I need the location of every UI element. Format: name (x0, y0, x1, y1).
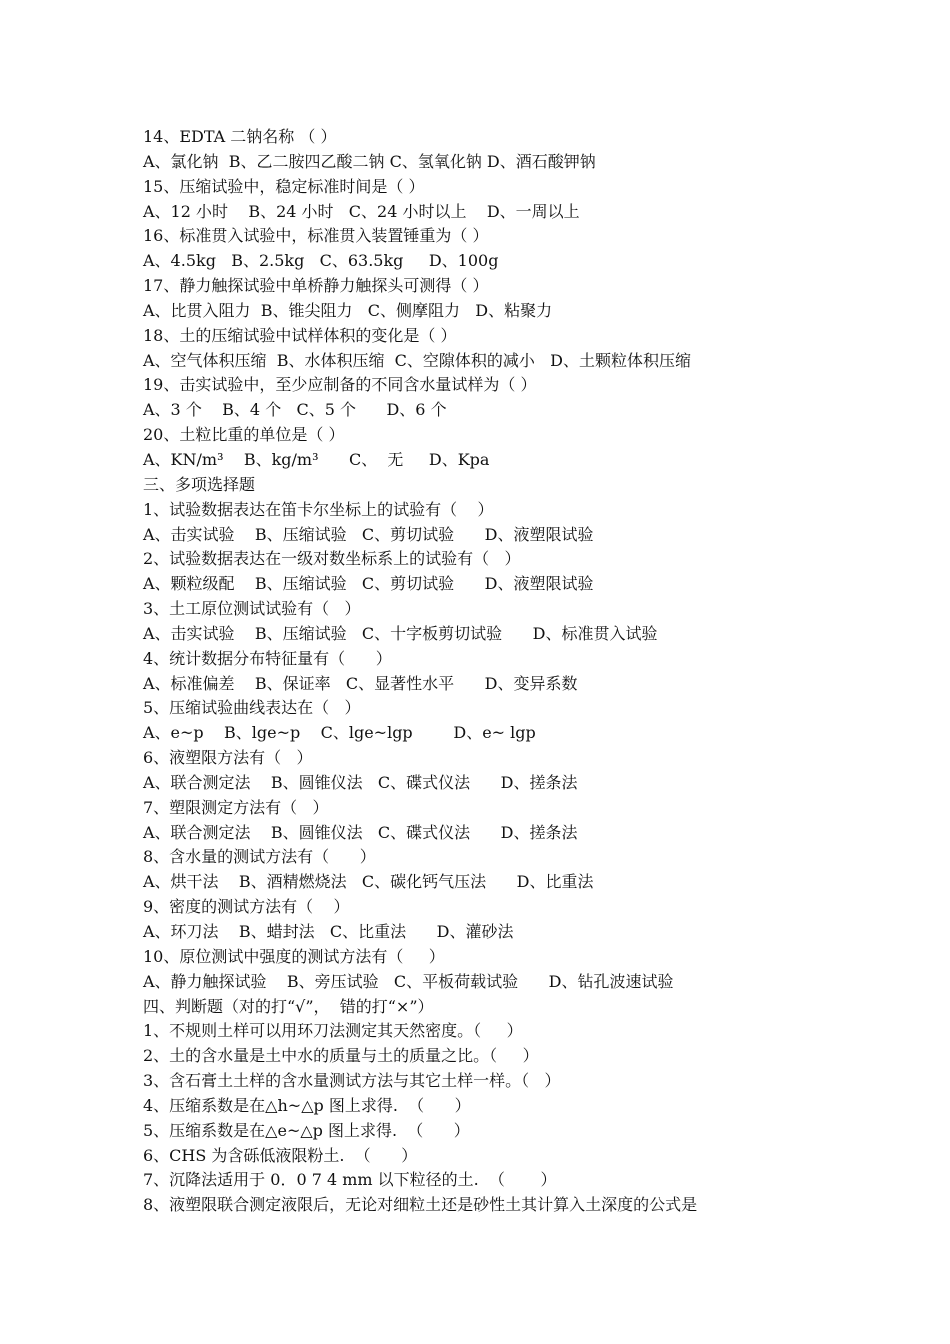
options-17: A、比贯入阻力 B、锥尖阻力 C、侧摩阻力 D、粘聚力 (143, 300, 553, 320)
mc-question-7: 7、塑限测定方法有（ ） (143, 797, 329, 817)
tf-question-7: 7、沉降法适用于 0．0 7 4 mm 以下粒径的土. （ ） (143, 1170, 557, 1190)
mc-options-9: A、环刀法 B、蜡封法 C、比重法 D、灌砂法 (143, 922, 514, 941)
tf-question-2: 2、土的含水量是土中水的质量与土的质量之比。（ ） (143, 1046, 539, 1066)
question-19: 19、击实试验中，至少应制备的不同含水量试样为（ ） (143, 375, 537, 395)
question-18: 18、土的压缩试验中试样体积的变化是（ ） (143, 325, 457, 345)
options-14: A、氯化钠 B、乙二胺四乙酸二钠 C、氢氧化钠 D、酒石酸钾钠 (143, 151, 596, 171)
mc-options-10: A、静力触探试验 B、旁压试验 C、平板荷载试验 D、钻孔波速试验 (143, 971, 674, 991)
mc-options-1: A、击实试验 B、压缩试验 C、剪切试验 D、液塑限试验 (143, 524, 594, 544)
document-body (143, 125, 843, 1218)
mc-question-8: 8、含水量的测试方法有（ ） (143, 847, 376, 867)
options-19: A、3 个 B、4 个 C、5 个 D、6 个 (143, 400, 447, 420)
tf-question-5: 5、压缩系数是在△e~△p 图上求得. （ ） (143, 1120, 470, 1140)
mc-question-4: 4、统计数据分布特征量有（ ） (143, 648, 392, 668)
question-14: 14、EDTA 二钠名称 （ ） (143, 127, 337, 146)
options-15: A、12 小时 B、24 小时 C、24 小时以上 D、一周以上 (143, 201, 580, 221)
question-17: 17、静力触探试验中单桥静力触探头可测得（ ） (143, 276, 489, 296)
options-18: A、空气体积压缩 B、水体积压缩 C、空隙体积的减小 D、土颗粒体积压缩 (143, 350, 691, 370)
question-15: 15、压缩试验中，稳定标准时间是（ ） (143, 176, 425, 196)
mc-options-4: A、标准偏差 B、保证率 C、显著性水平 D、变异系数 (143, 673, 578, 693)
section-heading-true-false: 四、判断题（对的打“√”， 错的打“×”） (143, 996, 434, 1016)
mc-options-2: A、颗粒级配 B、压缩试验 C、剪切试验 D、液塑限试验 (143, 574, 594, 594)
mc-options-3: A、击实试验 B、压缩试验 C、十字板剪切试验 D、标准贯入试验 (143, 623, 658, 643)
mc-options-6: A、联合测定法 B、圆锥仪法 C、碟式仪法 D、搓条法 (143, 772, 578, 792)
tf-question-8: 8、液塑限联合测定液限后，无论对细粒土还是砂性土其计算入土深度的公式是 (143, 1195, 698, 1215)
mc-question-1: 1、试验数据表达在笛卡尔坐标上的试验有（ ） (143, 499, 494, 519)
question-20: 20、土粒比重的单位是（ ） (143, 425, 345, 445)
mc-question-6: 6、液塑限方法有（ ） (143, 748, 313, 768)
section-heading-multiple-choice: 三、多项选择题 (143, 474, 256, 494)
mc-question-10: 10、原位测试中强度的测试方法有（ ） (143, 946, 445, 966)
mc-options-8: A、烘干法 B、酒精燃烧法 C、碳化钙气压法 D、比重法 (143, 872, 594, 892)
tf-question-6: 6、CHS 为含砾低液限粉土. （ ） (143, 1145, 418, 1165)
tf-question-4: 4、压缩系数是在△h~△p 图上求得. （ ） (143, 1095, 471, 1115)
question-16: 16、标准贯入试验中，标准贯入装置锤重为（ ） (143, 226, 489, 246)
mc-options-7: A、联合测定法 B、圆锥仪法 C、碟式仪法 D、搓条法 (143, 822, 578, 842)
mc-question-5: 5、压缩试验曲线表达在（ ） (143, 698, 361, 718)
mc-question-3: 3、土工原位测试试验有（ ） (143, 599, 361, 619)
mc-question-9: 9、密度的测试方法有（ ） (143, 897, 350, 917)
tf-question-1: 1、不规则土样可以用环刀法测定其天然密度。（ ） (143, 1021, 523, 1041)
options-16: A、4.5kg B、2.5kg C、63.5kg D、100g (143, 251, 499, 271)
options-20: A、KN/m³ B、kg/m³ C、 无 D、Kpa (143, 449, 490, 469)
mc-question-2: 2、试验数据表达在一级对数坐标系上的试验有（ ） (143, 549, 521, 569)
mc-options-5: A、e~p B、lge~p C、lge~lgp D、e~ lgp (143, 723, 536, 743)
tf-question-3: 3、含石膏土土样的含水量测试方法与其它土样一样。（ ） (143, 1071, 561, 1091)
